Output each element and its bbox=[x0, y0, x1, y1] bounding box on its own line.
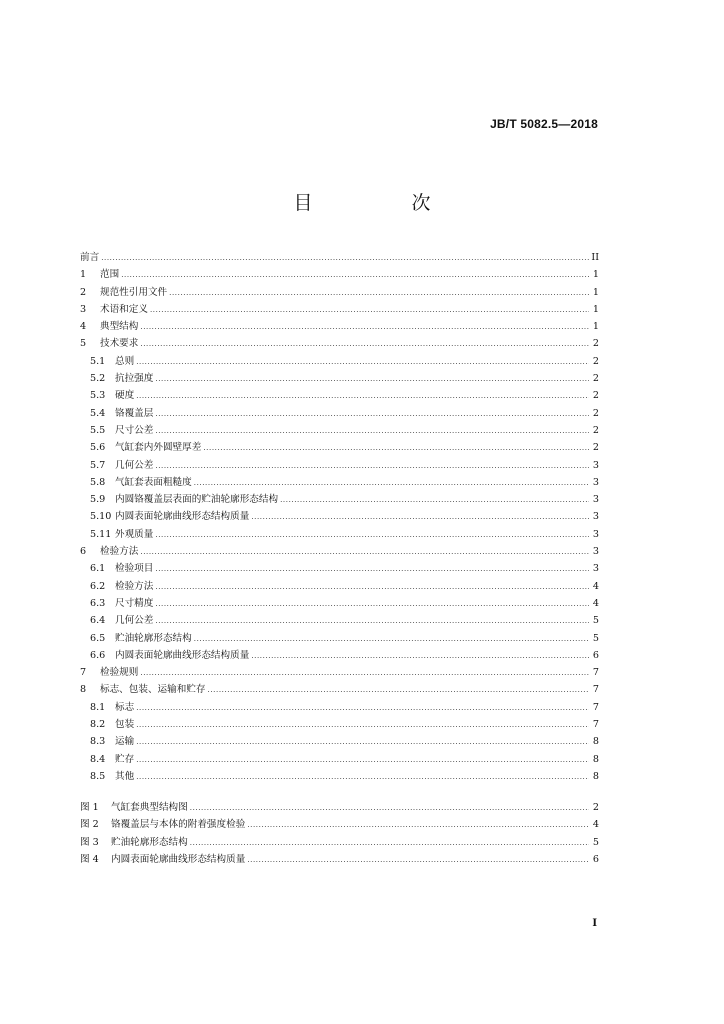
toc-entry-label: 内圆表面轮廓曲线形态结构质量 bbox=[115, 649, 250, 661]
toc-entry-label: 前言 bbox=[80, 252, 100, 263]
toc-entry-page: 6 bbox=[592, 649, 599, 661]
dot-leader bbox=[140, 323, 589, 331]
toc-entry-page: 2 bbox=[592, 338, 599, 350]
toc-entry-page: 3 bbox=[592, 476, 599, 488]
toc-entry-label: 规范性引用文件 bbox=[100, 286, 168, 298]
dot-leader bbox=[136, 756, 589, 764]
toc-entry-page: 4 bbox=[592, 580, 599, 592]
toc-entry[interactable] bbox=[80, 664, 599, 681]
toc-entry-label: 典型结构 bbox=[100, 321, 139, 333]
dot-leader bbox=[140, 548, 589, 556]
toc-entry-page: 7 bbox=[592, 719, 599, 731]
dot-leader bbox=[190, 839, 589, 847]
toc-entry-page: 4 bbox=[592, 597, 599, 609]
toc-entry-number: 8 bbox=[80, 684, 87, 696]
toc-entry-page: 1 bbox=[592, 321, 599, 333]
toc-entry[interactable] bbox=[80, 681, 599, 698]
figure-entry[interactable] bbox=[80, 834, 599, 851]
toc-entry-page: 7 bbox=[592, 684, 599, 696]
dot-leader bbox=[136, 721, 589, 729]
dot-leader bbox=[155, 410, 589, 418]
toc-entry-label: 检验项目 bbox=[115, 563, 154, 575]
dot-leader bbox=[194, 635, 589, 643]
toc-entry-label: 尺寸精度 bbox=[115, 597, 154, 609]
toc-entry-number: 8.5 bbox=[90, 770, 106, 782]
toc-entry[interactable] bbox=[80, 457, 599, 474]
figure-title: 内圆表面轮廓曲线形态结构质量 bbox=[111, 853, 246, 865]
toc-entry-number: 5.10 bbox=[90, 511, 112, 523]
dot-leader bbox=[136, 773, 589, 781]
figure-entry[interactable] bbox=[80, 799, 599, 816]
toc-entry-label: 抗拉强度 bbox=[115, 373, 154, 385]
toc-entry-label: 气缸套表面粗糙度 bbox=[115, 476, 192, 488]
toc-entry[interactable] bbox=[80, 284, 599, 301]
dot-leader bbox=[101, 254, 589, 262]
toc-entry[interactable] bbox=[80, 353, 599, 370]
toc-entry-page: 1 bbox=[592, 303, 599, 315]
toc-entry-label: 内圆表面轮廓曲线形态结构质量 bbox=[115, 511, 250, 523]
toc-entry-label: 检验方法 bbox=[115, 580, 154, 592]
list-of-figures bbox=[80, 799, 599, 868]
figure-entry[interactable] bbox=[80, 816, 599, 833]
toc-entry[interactable] bbox=[80, 543, 599, 560]
toc-entry[interactable] bbox=[80, 716, 599, 733]
toc-entry[interactable] bbox=[80, 508, 599, 525]
toc-entry-page: 2 bbox=[592, 424, 599, 436]
toc-entry-number: 7 bbox=[80, 667, 87, 679]
toc-entry-page: 1 bbox=[592, 286, 599, 298]
dot-leader bbox=[155, 583, 589, 591]
toc-entry-number: 5.7 bbox=[90, 459, 106, 471]
toc-entry-page: II bbox=[591, 252, 599, 263]
figure-title: 铬覆盖层与本体的附着强度检验 bbox=[111, 819, 246, 831]
toc-entry-label: 铬覆盖层 bbox=[115, 407, 154, 419]
dot-leader bbox=[155, 375, 589, 383]
toc-entry-label: 几何公差 bbox=[115, 459, 154, 471]
toc-entry[interactable] bbox=[80, 422, 599, 439]
toc-entry-label: 其他 bbox=[115, 770, 135, 782]
figure-number: 图 2 bbox=[80, 819, 99, 831]
toc-entry[interactable] bbox=[80, 491, 599, 508]
dot-leader bbox=[136, 392, 589, 400]
toc-entry-number: 5.8 bbox=[90, 476, 106, 488]
table-of-contents bbox=[80, 249, 599, 785]
toc-entry-number: 6.5 bbox=[90, 632, 106, 644]
toc-entry[interactable] bbox=[80, 733, 599, 750]
toc-entry-label: 检验规则 bbox=[100, 667, 139, 679]
toc-entry-page: 8 bbox=[592, 736, 599, 748]
toc-entry-label: 总则 bbox=[115, 355, 135, 367]
figure-number: 图 3 bbox=[80, 836, 99, 848]
dot-leader bbox=[121, 271, 589, 279]
toc-entry-page: 3 bbox=[592, 459, 599, 471]
dot-leader bbox=[140, 669, 589, 677]
toc-entry-number: 5.5 bbox=[90, 424, 106, 436]
toc-entry-page: 3 bbox=[592, 563, 599, 575]
toc-entry[interactable] bbox=[80, 387, 599, 404]
toc-entry[interactable] bbox=[80, 560, 599, 577]
toc-entry-page: 3 bbox=[592, 494, 599, 506]
dot-leader bbox=[155, 565, 589, 573]
toc-entry[interactable] bbox=[80, 370, 599, 387]
toc-entry[interactable] bbox=[80, 318, 599, 335]
toc-entry-label: 内圆铬覆盖层表面的贮油轮廓形态结构 bbox=[115, 494, 279, 506]
toc-entry-number: 8.1 bbox=[90, 701, 106, 713]
toc-entry-number: 6.1 bbox=[90, 563, 106, 575]
dot-leader bbox=[251, 652, 589, 660]
toc-entry-number: 5.9 bbox=[90, 494, 106, 506]
figure-number: 图 4 bbox=[80, 853, 99, 865]
page-title: 目 次 bbox=[293, 192, 471, 214]
dot-leader bbox=[203, 444, 589, 452]
dot-leader bbox=[155, 600, 589, 608]
dot-leader bbox=[136, 358, 589, 366]
toc-entry-label: 贮存 bbox=[115, 753, 135, 765]
toc-entry-label: 标志、包装、运输和贮存 bbox=[100, 684, 206, 696]
toc-entry[interactable] bbox=[80, 474, 599, 491]
toc-entry-page: 5 bbox=[592, 632, 599, 644]
toc-entry[interactable] bbox=[80, 439, 599, 456]
toc-entry-label: 外观质量 bbox=[115, 528, 154, 540]
toc-entry-page: 2 bbox=[592, 355, 599, 367]
dot-leader bbox=[247, 856, 589, 864]
toc-entry-label: 气缸套内外圆壁厚差 bbox=[115, 442, 202, 454]
toc-entry-number: 6.4 bbox=[90, 615, 106, 627]
figure-page-number: 4 bbox=[592, 819, 599, 831]
toc-entry-number: 8.3 bbox=[90, 736, 106, 748]
dot-leader bbox=[169, 289, 589, 297]
figure-number: 图 1 bbox=[80, 802, 99, 813]
toc-entry-label: 贮油轮廓形态结构 bbox=[115, 632, 192, 644]
figure-title: 贮油轮廓形态结构 bbox=[111, 836, 188, 848]
toc-entry-page: 3 bbox=[592, 511, 599, 523]
dot-leader bbox=[280, 496, 589, 504]
figure-page-number: 5 bbox=[592, 836, 599, 848]
dot-leader bbox=[150, 306, 589, 314]
toc-entry-number: 1 bbox=[80, 269, 87, 281]
toc-entry-label: 检验方法 bbox=[100, 546, 139, 558]
toc-entry-number: 2 bbox=[80, 286, 87, 298]
figure-page-number: 2 bbox=[592, 802, 599, 813]
toc-entry[interactable] bbox=[80, 612, 599, 629]
toc-entry[interactable] bbox=[80, 335, 599, 352]
dot-leader bbox=[155, 462, 589, 470]
dot-leader bbox=[155, 617, 589, 625]
toc-entry[interactable] bbox=[80, 249, 599, 266]
toc-entry-number: 5.11 bbox=[90, 528, 112, 540]
toc-entry[interactable] bbox=[80, 647, 599, 664]
dot-leader bbox=[208, 686, 589, 694]
toc-entry-number: 5.4 bbox=[90, 407, 106, 419]
dot-leader bbox=[247, 821, 589, 829]
toc-entry-page: 7 bbox=[592, 667, 599, 679]
dot-leader bbox=[251, 513, 589, 521]
toc-entry-page: 2 bbox=[592, 390, 599, 402]
toc-entry[interactable] bbox=[80, 630, 599, 647]
toc-entry[interactable] bbox=[80, 578, 599, 595]
toc-entry-page: 2 bbox=[592, 407, 599, 419]
toc-entry[interactable] bbox=[80, 595, 599, 612]
toc-entry-page: 8 bbox=[592, 770, 599, 782]
toc-entry-number: 8.4 bbox=[90, 753, 106, 765]
toc-entry-page: 3 bbox=[592, 528, 599, 540]
toc-entry[interactable] bbox=[80, 266, 599, 283]
toc-entry-label: 范围 bbox=[100, 269, 120, 281]
dot-leader bbox=[155, 531, 589, 539]
dot-leader bbox=[136, 704, 589, 712]
toc-entry-page: 1 bbox=[592, 269, 599, 281]
dot-leader bbox=[136, 738, 589, 746]
toc-entry-label: 几何公差 bbox=[115, 615, 154, 627]
toc-entry-number: 5.3 bbox=[90, 390, 106, 402]
toc-entry-number: 4 bbox=[80, 321, 87, 333]
toc-entry-number: 6.3 bbox=[90, 597, 106, 609]
toc-entry-page: 8 bbox=[592, 753, 599, 765]
toc-entry-label: 尺寸公差 bbox=[115, 424, 154, 436]
figure-page-number: 6 bbox=[592, 853, 599, 865]
dot-leader bbox=[190, 804, 589, 812]
standard-number: JB/T 5082.5—2018 bbox=[490, 117, 598, 131]
page-number: I bbox=[592, 918, 597, 929]
toc-entry[interactable] bbox=[80, 768, 599, 785]
toc-entry-number: 3 bbox=[80, 303, 87, 315]
dot-leader bbox=[155, 427, 589, 435]
toc-entry-page: 2 bbox=[592, 373, 599, 385]
toc-entry-label: 包装 bbox=[115, 719, 135, 731]
toc-entry-label: 硬度 bbox=[115, 390, 135, 402]
figure-title: 气缸套典型结构图 bbox=[111, 802, 188, 813]
toc-entry-page: 3 bbox=[592, 546, 599, 558]
toc-entry-number: 6 bbox=[80, 546, 87, 558]
toc-entry-label: 标志 bbox=[115, 701, 135, 713]
toc-entry-page: 7 bbox=[592, 701, 599, 713]
toc-entry-label: 技术要求 bbox=[100, 338, 139, 350]
dot-leader bbox=[140, 340, 589, 348]
toc-entry-label: 术语和定义 bbox=[100, 303, 148, 315]
toc-entry-number: 5.2 bbox=[90, 373, 106, 385]
toc-entry-number: 5.1 bbox=[90, 355, 106, 367]
toc-entry[interactable] bbox=[80, 405, 599, 422]
dot-leader bbox=[194, 479, 589, 487]
toc-entry[interactable] bbox=[80, 301, 599, 318]
toc-entry[interactable] bbox=[80, 699, 599, 716]
toc-entry-page: 5 bbox=[592, 615, 599, 627]
toc-entry-label: 运输 bbox=[115, 736, 135, 748]
toc-entry-number: 6.2 bbox=[90, 580, 106, 592]
toc-entry-number: 8.2 bbox=[90, 719, 106, 731]
toc-entry-number: 6.6 bbox=[90, 649, 106, 661]
toc-entry[interactable] bbox=[80, 526, 599, 543]
toc-entry-number: 5.6 bbox=[90, 442, 106, 454]
toc-entry-page: 2 bbox=[592, 442, 599, 454]
toc-entry-number: 5 bbox=[80, 338, 87, 350]
figure-entry[interactable] bbox=[80, 851, 599, 868]
toc-entry[interactable] bbox=[80, 751, 599, 768]
